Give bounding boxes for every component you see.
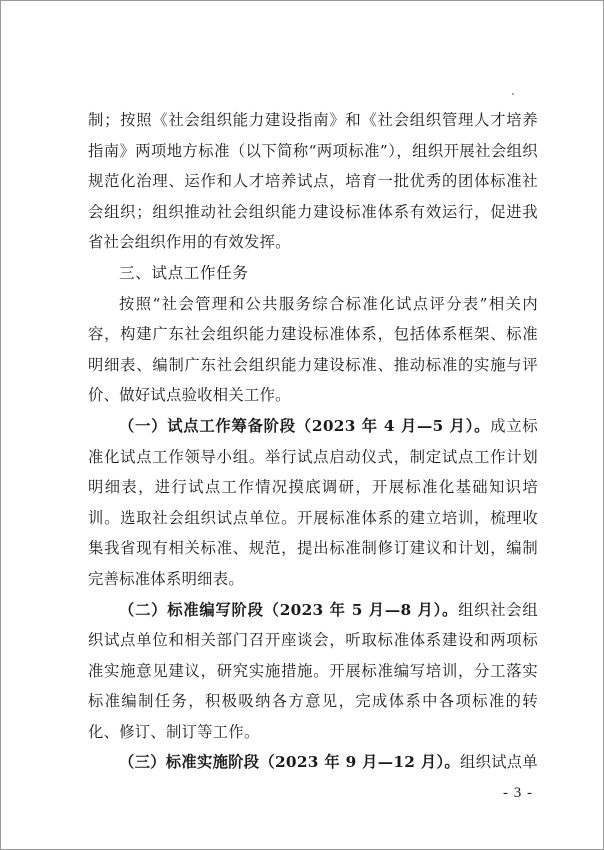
- stage-2-paragraph: [88, 595, 538, 748]
- stage-3-text: 组织试点单: [460, 753, 539, 772]
- paragraph-continuation: 制；按照《社会组织能力建设指南》和《社会组织管理人才培养指南》两项地方标准（以下简称“两项标准”），组织开展社会组织规范化治理、运作和人才培养试点，培育一批优秀的团体标准社会组织；组织推动社会组织能力建设标准体系有效运行，促进我省社会组织作用的有效发挥。: [88, 111, 538, 252]
- stage-3-title: （三）标准实施阶段（2023 年 9 月—12 月）。: [119, 753, 461, 772]
- section-heading-3: 三、试点工作任务: [119, 263, 249, 282]
- scan-speck: [512, 93, 514, 95]
- stage-1-text: 成立标准化试点工作领导小组。举行试点启动仪式，制定试点工作计划明细表，进行试点工作情况摸底调研，开展标准化基础知识培训。选取社会组织试点单位。开展标准体系的建立培训，梳理收集我省现有相关标准、规范，提出标准制修订建议和计划，编制完善标准体系明细表。: [88, 416, 538, 588]
- stage-1-paragraph: [88, 411, 538, 595]
- paragraph-tasks: 按照“社会管理和公共服务综合标准化试点评分表”相关内容，构建广东社会组织能力建设标准体系，包括体系框架、标准明细表、编制广东社会组织能力建设标准、推动标准的实施与评价、做好试点验收相关工作。: [88, 294, 538, 405]
- stage-3-paragraph: [88, 747, 538, 778]
- page-number: - 3 -: [503, 785, 533, 801]
- stage-2-text: 组织社会组织试点单位和相关部门召开座谈会，听取标准体系建设和两项标准实施意见建议，研究实施措施。开展标准编写培训，分工落实标准编制任务，积极吸纳各方意见，完成体系中各项标准的转化、修订、制订等工作。: [88, 600, 538, 741]
- stage-2-title: （二）标准编写阶段（2023 年 5 月—8 月）。: [119, 600, 459, 619]
- document-body: [88, 105, 538, 778]
- stage-1-title: （一）试点工作筹备阶段（2023 年 4 月—5 月）。: [119, 416, 491, 435]
